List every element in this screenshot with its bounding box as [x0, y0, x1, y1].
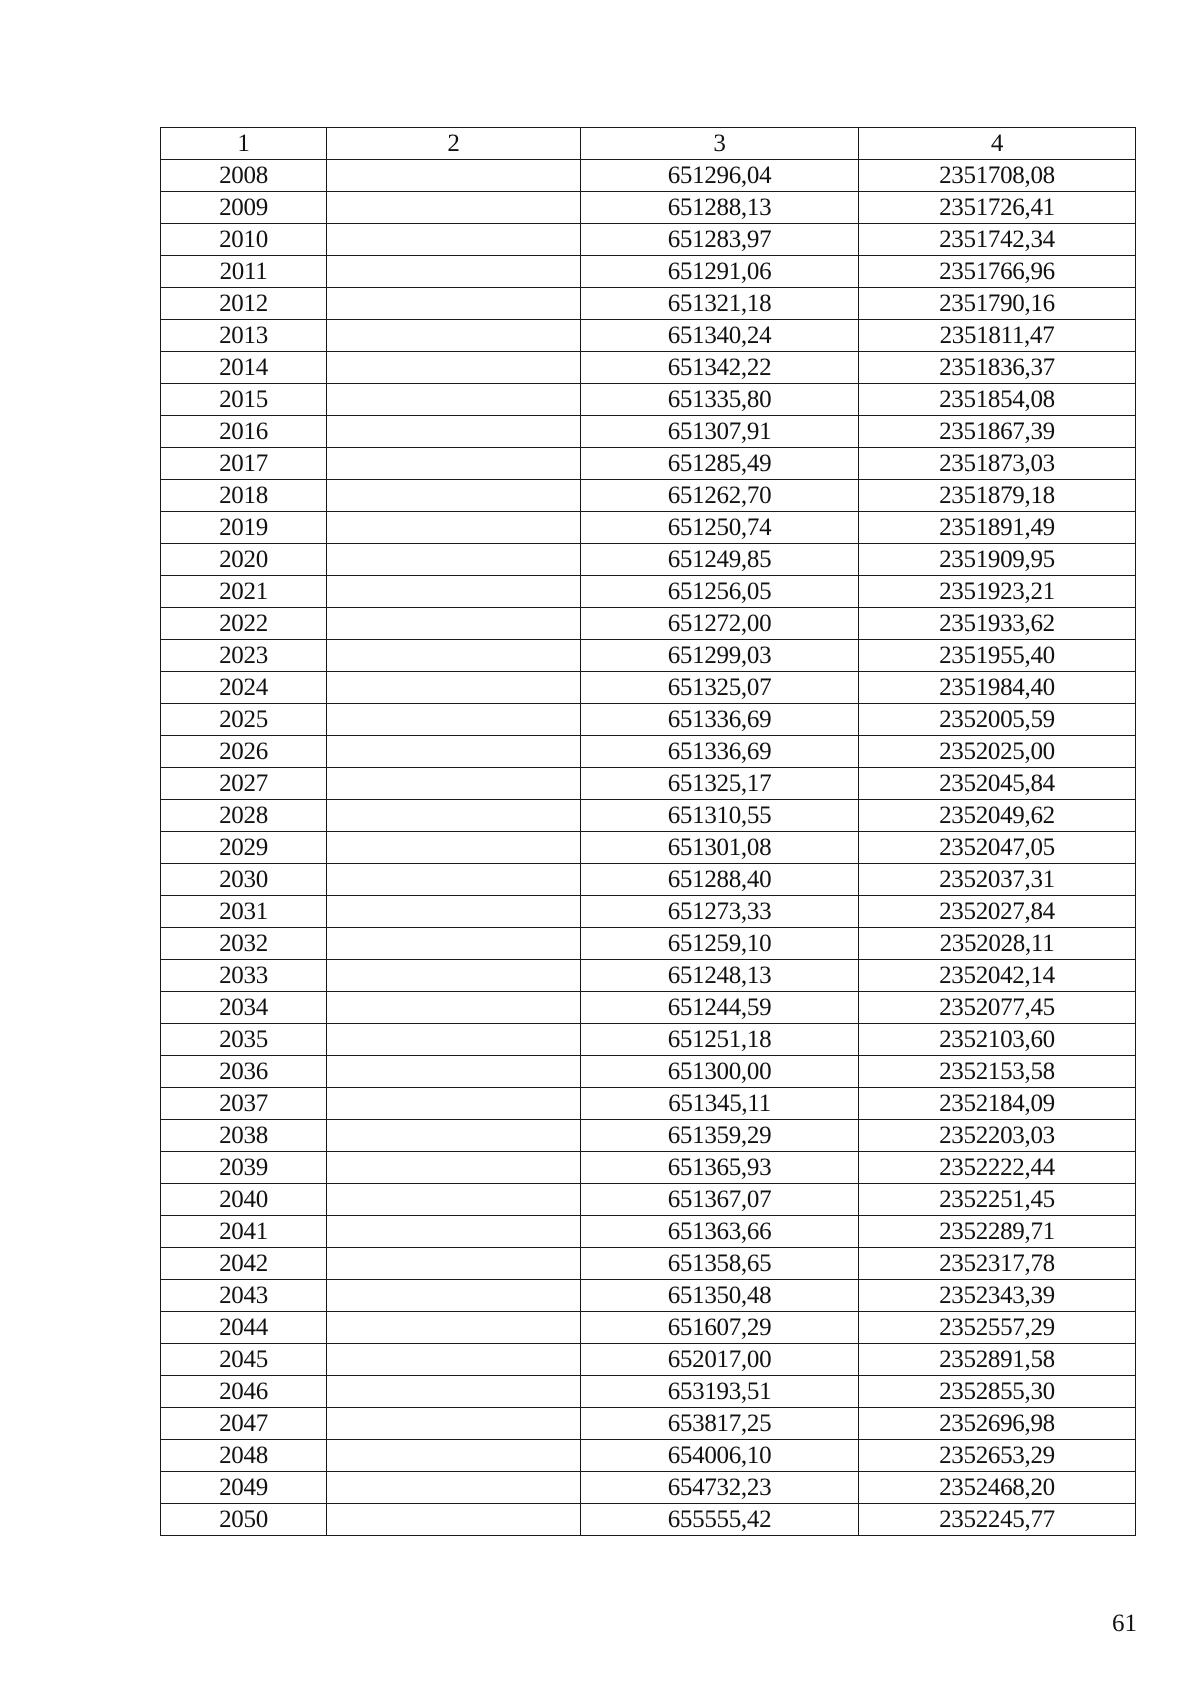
y-coordinate-cell: 2352468,20 — [859, 1472, 1136, 1504]
x-coordinate-cell: 651367,07 — [581, 1184, 859, 1216]
table-row — [161, 1152, 1136, 1184]
x-coordinate-cell: 652017,00 — [581, 1344, 859, 1376]
column-2-cell — [327, 224, 581, 256]
column-2-cell — [327, 352, 581, 384]
column-2-cell — [327, 800, 581, 832]
page-number: 61 — [1112, 1610, 1137, 1637]
x-coordinate-cell: 651336,69 — [581, 736, 859, 768]
point-number-cell: 2021 — [161, 576, 327, 608]
x-coordinate-cell: 651259,10 — [581, 928, 859, 960]
table-row — [161, 288, 1136, 320]
column-2-cell — [327, 832, 581, 864]
point-number-cell: 2034 — [161, 992, 327, 1024]
point-number-cell: 2024 — [161, 672, 327, 704]
point-number-cell: 2028 — [161, 800, 327, 832]
column-2-cell — [327, 896, 581, 928]
x-coordinate-cell: 651299,03 — [581, 640, 859, 672]
y-coordinate-cell: 2352245,77 — [859, 1504, 1136, 1536]
table-row — [161, 352, 1136, 384]
x-coordinate-cell: 651335,80 — [581, 384, 859, 416]
table-row — [161, 672, 1136, 704]
point-number-cell: 2040 — [161, 1184, 327, 1216]
column-2-cell — [327, 448, 581, 480]
table-row — [161, 608, 1136, 640]
table-row — [161, 1408, 1136, 1440]
y-coordinate-cell: 2351790,16 — [859, 288, 1136, 320]
column-2-cell — [327, 576, 581, 608]
table-row — [161, 1056, 1136, 1088]
point-number-cell: 2049 — [161, 1472, 327, 1504]
x-coordinate-cell: 654006,10 — [581, 1440, 859, 1472]
x-coordinate-cell: 651285,49 — [581, 448, 859, 480]
x-coordinate-cell: 651358,65 — [581, 1248, 859, 1280]
table-row — [161, 416, 1136, 448]
point-number-cell: 2009 — [161, 192, 327, 224]
point-number-cell: 2050 — [161, 1504, 327, 1536]
table-row — [161, 160, 1136, 192]
column-2-cell — [327, 672, 581, 704]
column-2-cell — [327, 1376, 581, 1408]
point-number-cell: 2018 — [161, 480, 327, 512]
y-coordinate-cell: 2352028,11 — [859, 928, 1136, 960]
x-coordinate-cell: 653193,51 — [581, 1376, 859, 1408]
point-number-cell: 2026 — [161, 736, 327, 768]
column-2-cell — [327, 1280, 581, 1312]
column-2-cell — [327, 416, 581, 448]
column-2-cell — [327, 736, 581, 768]
column-2-cell — [327, 960, 581, 992]
coordinates-table — [160, 127, 1136, 1536]
point-number-cell: 2008 — [161, 160, 327, 192]
point-number-cell: 2046 — [161, 1376, 327, 1408]
x-coordinate-cell: 654732,23 — [581, 1472, 859, 1504]
column-2-cell — [327, 992, 581, 1024]
y-coordinate-cell: 2352653,29 — [859, 1440, 1136, 1472]
table-row — [161, 1312, 1136, 1344]
y-coordinate-cell: 2351909,95 — [859, 544, 1136, 576]
y-coordinate-cell: 2352343,39 — [859, 1280, 1136, 1312]
table-row — [161, 1120, 1136, 1152]
table-row — [161, 768, 1136, 800]
table-row — [161, 256, 1136, 288]
table-row — [161, 384, 1136, 416]
table-body — [161, 160, 1136, 1536]
table-row — [161, 928, 1136, 960]
point-number-cell: 2014 — [161, 352, 327, 384]
y-coordinate-cell: 2351836,37 — [859, 352, 1136, 384]
x-coordinate-cell: 651288,13 — [581, 192, 859, 224]
x-coordinate-cell: 651244,59 — [581, 992, 859, 1024]
y-coordinate-cell: 2351923,21 — [859, 576, 1136, 608]
y-coordinate-cell: 2351879,18 — [859, 480, 1136, 512]
column-2-cell — [327, 192, 581, 224]
column-2-cell — [327, 160, 581, 192]
y-coordinate-cell: 2352855,30 — [859, 1376, 1136, 1408]
point-number-cell: 2031 — [161, 896, 327, 928]
point-number-cell: 2015 — [161, 384, 327, 416]
header-col-1: 1 — [161, 128, 327, 160]
table-row — [161, 1024, 1136, 1056]
x-coordinate-cell: 651325,07 — [581, 672, 859, 704]
x-coordinate-cell: 651321,18 — [581, 288, 859, 320]
x-coordinate-cell: 651345,11 — [581, 1088, 859, 1120]
point-number-cell: 2030 — [161, 864, 327, 896]
y-coordinate-cell: 2352027,84 — [859, 896, 1136, 928]
x-coordinate-cell: 651248,13 — [581, 960, 859, 992]
y-coordinate-cell: 2352042,14 — [859, 960, 1136, 992]
y-coordinate-cell: 2352153,58 — [859, 1056, 1136, 1088]
table-row — [161, 1280, 1136, 1312]
column-2-cell — [327, 288, 581, 320]
column-2-cell — [327, 864, 581, 896]
x-coordinate-cell: 651273,33 — [581, 896, 859, 928]
y-coordinate-cell: 2351891,49 — [859, 512, 1136, 544]
y-coordinate-cell: 2352077,45 — [859, 992, 1136, 1024]
y-coordinate-cell: 2351933,62 — [859, 608, 1136, 640]
x-coordinate-cell: 651342,22 — [581, 352, 859, 384]
x-coordinate-cell: 651272,00 — [581, 608, 859, 640]
table-row — [161, 960, 1136, 992]
table-row — [161, 1088, 1136, 1120]
table-row — [161, 864, 1136, 896]
header-col-2: 2 — [327, 128, 581, 160]
column-2-cell — [327, 1216, 581, 1248]
point-number-cell: 2033 — [161, 960, 327, 992]
table-row — [161, 800, 1136, 832]
y-coordinate-cell: 2352037,31 — [859, 864, 1136, 896]
x-coordinate-cell: 651365,93 — [581, 1152, 859, 1184]
y-coordinate-cell: 2352103,60 — [859, 1024, 1136, 1056]
x-coordinate-cell: 651310,55 — [581, 800, 859, 832]
point-number-cell: 2027 — [161, 768, 327, 800]
y-coordinate-cell: 2352222,44 — [859, 1152, 1136, 1184]
table-row — [161, 320, 1136, 352]
x-coordinate-cell: 651250,74 — [581, 512, 859, 544]
point-number-cell: 2048 — [161, 1440, 327, 1472]
column-2-cell — [327, 1120, 581, 1152]
table-row — [161, 1440, 1136, 1472]
y-coordinate-cell: 2352049,62 — [859, 800, 1136, 832]
column-2-cell — [327, 256, 581, 288]
column-2-cell — [327, 1056, 581, 1088]
column-2-cell — [327, 608, 581, 640]
column-2-cell — [327, 1024, 581, 1056]
x-coordinate-cell: 651288,40 — [581, 864, 859, 896]
y-coordinate-cell: 2351766,96 — [859, 256, 1136, 288]
column-2-cell — [327, 1184, 581, 1216]
table-row — [161, 704, 1136, 736]
y-coordinate-cell: 2351867,39 — [859, 416, 1136, 448]
table-row — [161, 736, 1136, 768]
x-coordinate-cell: 651359,29 — [581, 1120, 859, 1152]
x-coordinate-cell: 651325,17 — [581, 768, 859, 800]
column-2-cell — [327, 928, 581, 960]
point-number-cell: 2044 — [161, 1312, 327, 1344]
x-coordinate-cell: 655555,42 — [581, 1504, 859, 1536]
point-number-cell: 2039 — [161, 1152, 327, 1184]
y-coordinate-cell: 2352557,29 — [859, 1312, 1136, 1344]
point-number-cell: 2010 — [161, 224, 327, 256]
column-2-cell — [327, 1088, 581, 1120]
y-coordinate-cell: 2351708,08 — [859, 160, 1136, 192]
y-coordinate-cell: 2352047,05 — [859, 832, 1136, 864]
x-coordinate-cell: 651350,48 — [581, 1280, 859, 1312]
y-coordinate-cell: 2351955,40 — [859, 640, 1136, 672]
y-coordinate-cell: 2352891,58 — [859, 1344, 1136, 1376]
column-2-cell — [327, 1152, 581, 1184]
x-coordinate-cell: 651256,05 — [581, 576, 859, 608]
y-coordinate-cell: 2352045,84 — [859, 768, 1136, 800]
y-coordinate-cell: 2351811,47 — [859, 320, 1136, 352]
column-2-cell — [327, 1472, 581, 1504]
column-2-cell — [327, 1440, 581, 1472]
point-number-cell: 2045 — [161, 1344, 327, 1376]
table-row — [161, 192, 1136, 224]
column-2-cell — [327, 320, 581, 352]
table-header — [161, 128, 1136, 160]
point-number-cell: 2011 — [161, 256, 327, 288]
header-col-3: 3 — [581, 128, 859, 160]
table-row — [161, 480, 1136, 512]
point-number-cell: 2022 — [161, 608, 327, 640]
table-row — [161, 1504, 1136, 1536]
x-coordinate-cell: 651296,04 — [581, 160, 859, 192]
point-number-cell: 2019 — [161, 512, 327, 544]
column-2-cell — [327, 480, 581, 512]
x-coordinate-cell: 651283,97 — [581, 224, 859, 256]
table-row — [161, 1376, 1136, 1408]
y-coordinate-cell: 2352005,59 — [859, 704, 1136, 736]
x-coordinate-cell: 651301,08 — [581, 832, 859, 864]
table-row — [161, 544, 1136, 576]
y-coordinate-cell: 2352184,09 — [859, 1088, 1136, 1120]
y-coordinate-cell: 2351854,08 — [859, 384, 1136, 416]
y-coordinate-cell: 2351984,40 — [859, 672, 1136, 704]
header-row — [161, 128, 1136, 160]
table-row — [161, 448, 1136, 480]
column-2-cell — [327, 640, 581, 672]
point-number-cell: 2041 — [161, 1216, 327, 1248]
point-number-cell: 2017 — [161, 448, 327, 480]
y-coordinate-cell: 2351742,34 — [859, 224, 1136, 256]
table-row — [161, 576, 1136, 608]
x-coordinate-cell: 651336,69 — [581, 704, 859, 736]
column-2-cell — [327, 1312, 581, 1344]
x-coordinate-cell: 651307,91 — [581, 416, 859, 448]
point-number-cell: 2043 — [161, 1280, 327, 1312]
column-2-cell — [327, 704, 581, 736]
point-number-cell: 2025 — [161, 704, 327, 736]
x-coordinate-cell: 651249,85 — [581, 544, 859, 576]
column-2-cell — [327, 1504, 581, 1536]
y-coordinate-cell: 2352025,00 — [859, 736, 1136, 768]
column-2-cell — [327, 1408, 581, 1440]
x-coordinate-cell: 651340,24 — [581, 320, 859, 352]
y-coordinate-cell: 2351726,41 — [859, 192, 1136, 224]
x-coordinate-cell: 651291,06 — [581, 256, 859, 288]
table-row — [161, 992, 1136, 1024]
y-coordinate-cell: 2351873,03 — [859, 448, 1136, 480]
point-number-cell: 2029 — [161, 832, 327, 864]
point-number-cell: 2023 — [161, 640, 327, 672]
table-row — [161, 1472, 1136, 1504]
table-row — [161, 896, 1136, 928]
point-number-cell: 2032 — [161, 928, 327, 960]
point-number-cell: 2038 — [161, 1120, 327, 1152]
column-2-cell — [327, 768, 581, 800]
column-2-cell — [327, 512, 581, 544]
y-coordinate-cell: 2352251,45 — [859, 1184, 1136, 1216]
x-coordinate-cell: 651300,00 — [581, 1056, 859, 1088]
point-number-cell: 2047 — [161, 1408, 327, 1440]
point-number-cell: 2020 — [161, 544, 327, 576]
x-coordinate-cell: 651251,18 — [581, 1024, 859, 1056]
point-number-cell: 2036 — [161, 1056, 327, 1088]
x-coordinate-cell: 651262,70 — [581, 480, 859, 512]
table-row — [161, 512, 1136, 544]
x-coordinate-cell: 651363,66 — [581, 1216, 859, 1248]
y-coordinate-cell: 2352289,71 — [859, 1216, 1136, 1248]
header-col-4: 4 — [859, 128, 1136, 160]
table-row — [161, 640, 1136, 672]
point-number-cell: 2013 — [161, 320, 327, 352]
table-row — [161, 1344, 1136, 1376]
table-row — [161, 832, 1136, 864]
table-row — [161, 1216, 1136, 1248]
column-2-cell — [327, 544, 581, 576]
point-number-cell: 2016 — [161, 416, 327, 448]
x-coordinate-cell: 653817,25 — [581, 1408, 859, 1440]
point-number-cell: 2012 — [161, 288, 327, 320]
table-row — [161, 1248, 1136, 1280]
y-coordinate-cell: 2352317,78 — [859, 1248, 1136, 1280]
point-number-cell: 2037 — [161, 1088, 327, 1120]
column-2-cell — [327, 1344, 581, 1376]
point-number-cell: 2035 — [161, 1024, 327, 1056]
y-coordinate-cell: 2352203,03 — [859, 1120, 1136, 1152]
table-row — [161, 1184, 1136, 1216]
point-number-cell: 2042 — [161, 1248, 327, 1280]
column-2-cell — [327, 1248, 581, 1280]
column-2-cell — [327, 384, 581, 416]
table-row — [161, 224, 1136, 256]
y-coordinate-cell: 2352696,98 — [859, 1408, 1136, 1440]
x-coordinate-cell: 651607,29 — [581, 1312, 859, 1344]
